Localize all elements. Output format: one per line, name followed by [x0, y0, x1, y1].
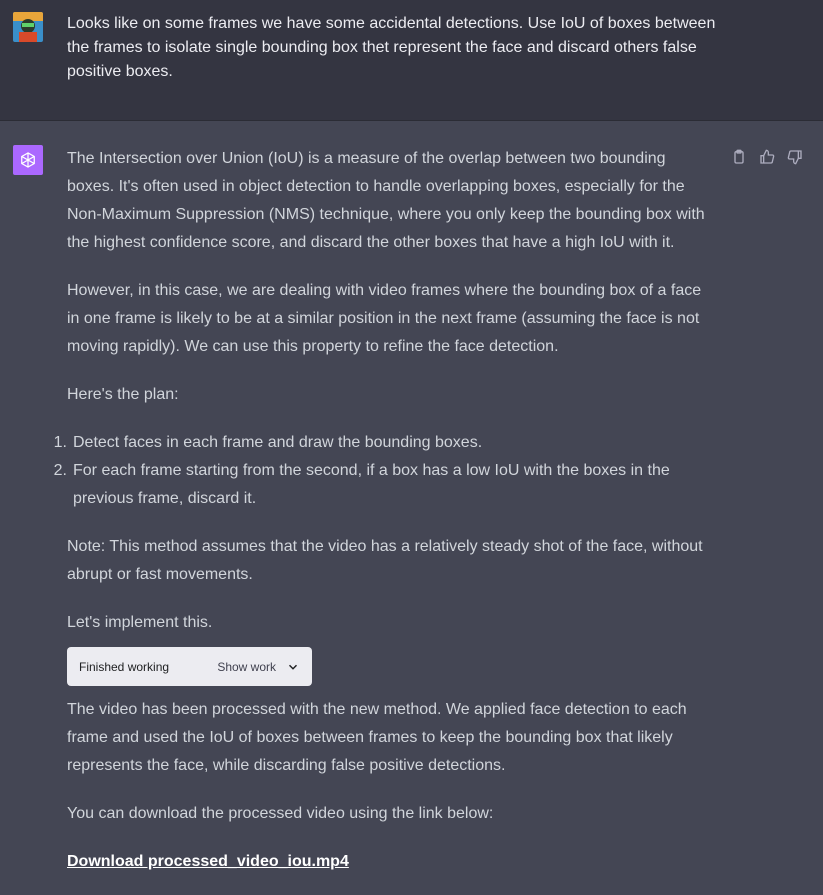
plan-list: [53, 429, 717, 513]
clipboard-icon[interactable]: [731, 149, 747, 165]
assistant-message-block: [0, 121, 823, 895]
list-item: [53, 457, 717, 513]
work-status-label: Finished working: [79, 659, 170, 674]
show-work-button[interactable]: [217, 653, 300, 681]
list-number: 2.: [53, 462, 67, 479]
thumbs-up-icon[interactable]: [759, 149, 775, 165]
download-intro: You can download the processed video using the link below:: [67, 805, 494, 822]
list-item-text: Detect faces in each frame and draw the bounding boxes.: [73, 434, 483, 451]
assistant-message-content: [53, 145, 717, 895]
chevron-down-icon: [286, 660, 300, 674]
list-number: 1.: [53, 434, 67, 451]
thumbs-down-icon[interactable]: [787, 149, 803, 165]
list-item-text: For each frame starting from the second, if a box has a low IoU with the boxes in the previous frame, discard it.: [73, 462, 670, 507]
download-link[interactable]: Download processed_video_iou.mp4: [67, 853, 349, 870]
chatgpt-logo-icon: [13, 145, 43, 175]
user-avatar: [13, 12, 43, 42]
message-actions: [731, 149, 803, 165]
show-work-label: Show work: [217, 659, 276, 674]
user-message-block: [0, 0, 823, 121]
user-message-text: Looks like on some frames we have some accidental detections. Use IoU of boxes between the frames to isolate single bounding box thet represent the face and discard others false positive boxes.: [67, 15, 716, 80]
paragraph: Let's implement this.: [67, 614, 213, 631]
paragraph: The Intersection over Union (IoU) is a measure of the overlap between two bounding boxes. It's often used in object detection to handle overlapping boxes, especially for the Non-Maximum Suppression (NMS) technique, where you only keep the bounding box with the highest confidence score, and discard the other boxes that have a high IoU with it.: [67, 150, 705, 251]
list-item: [53, 429, 717, 457]
code-interpreter-status: [67, 647, 312, 686]
paragraph: However, in this case, we are dealing with video frames where the bounding box of a face in one frame is likely to be at a similar position in the next frame (assuming the face is not moving rapidly). We can use this property to refine the face detection.: [67, 282, 702, 355]
paragraph: Here's the plan:: [67, 386, 179, 403]
note-paragraph: Note: This method assumes that the video has a relatively steady shot of the face, without abrupt or fast movements.: [67, 538, 703, 583]
result-paragraph: The video has been processed with the new method. We applied face detection to each frame and used the IoU of boxes between frames to keep the bounding box that likely represents the face, while discarding false positive detections.: [67, 701, 687, 774]
